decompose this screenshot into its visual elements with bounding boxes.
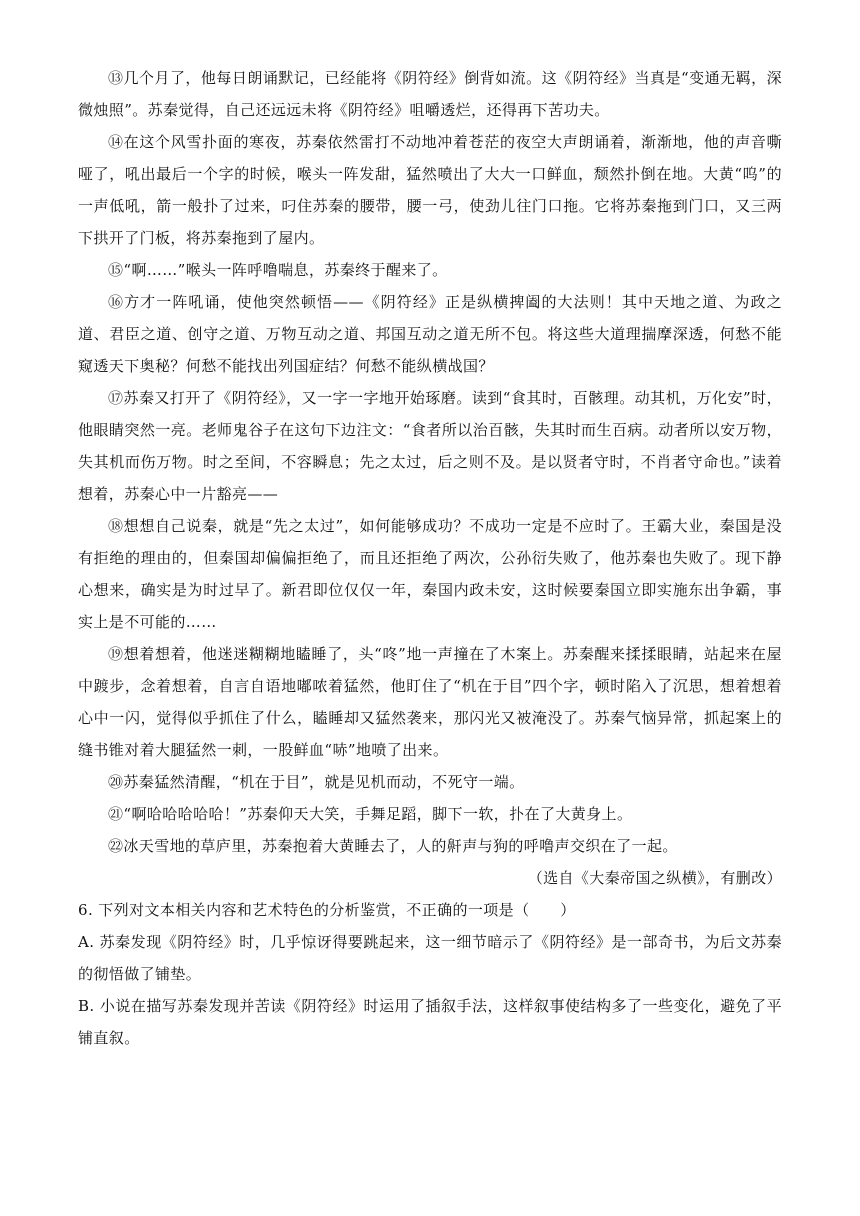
question-stem: 6. 下列对文本相关内容和艺术特色的分析鉴赏，不正确的一项是（ ） [78, 901, 576, 919]
paragraph-14: ⑭在这个风雪扑面的寒夜，苏秦依然雷打不动地冲着苍茫的夜空大声朗诵着，渐渐地，他的声音嘶哑了，吼出最后一个字的时候，喉头一阵发甜，猛然喷出了大大一口鲜血，颓然扑倒在地。大黄“呜”的一声低吼，箭一般扑了过来，叼住苏秦的腰带，腰一弓，使劲儿往门口拖。它将苏秦拖到门口，又三两下拱开了门板，将苏秦拖到了屋内。 [78, 133, 782, 247]
option-b: B. 小说在描写苏秦发现并苦读《阴符经》时运用了插叙手法，这样叙事使结构多了一些变化，避免了平铺直叙。 [78, 997, 782, 1047]
paragraph-16: ⑯方才一阵吼诵，使他突然顿悟——《阴符经》正是纵横捭阖的大法则！其中天地之道、为政之道、君臣之道、创守之道、万物互动之道、邦国互动之道无所不包。将这些大道理揣摩深透，何愁不能窥透天下奥秘？何愁不能找出列国症结？何愁不能纵横战国？ [78, 293, 782, 375]
paragraph-20: ⑳苏秦猛然清醒，“机在于目”，就是见机而动，不死守一端。 [108, 773, 525, 791]
paragraph-18: ⑱想想自己说秦，就是“先之太过”，如何能够成功？不成功一定是不应时了。王霸大业，秦国是没有拒绝的理由的，但秦国却偏偏拒绝了，而且还拒绝了两次，公孙衍失败了，他苏秦也失败了。现下静心想来，确实是为时过早了。新君即位仅仅一年，秦国内政未安，这时候要秦国立即实施东出争霸，事实上是不可能的…… [78, 517, 782, 631]
source-citation: （选自《大秦帝国之纵横》，有删改） [527, 869, 782, 887]
paragraph-22: ㉒冰天雪地的草庐里，苏秦抱着大黄睡去了，人的鼾声与狗的呼噜声交织在了一起。 [108, 837, 678, 855]
paragraph-17: ⑰苏秦又打开了《阴符经》，又一字一字地开始琢磨。读到“食其时，百骸理。动其机，万化安”时，他眼睛突然一亮。老师鬼谷子在这句下边注文：“食者所以治百骸，失其时而生百病。动者所以安万物，失其机而伤万物。时之至间，不容瞬息；先之太过，后之则不及。是以贤者守时，不肖者守命也。”读着想着，苏秦心中一片豁亮—— [78, 389, 782, 503]
paragraph-19: ⑲想着想着，他迷迷糊糊地瞌睡了，头“咚”地一声撞在了木案上。苏秦醒来揉揉眼睛，站起来在屋中踱步，念着想着，自言自语地嘟哝着猛然，他盯住了“机在于目”四个字，顿时陷入了沉思，想着想着心中一闪，觉得似乎抓住了什么，瞌睡却又猛然袭来，那闪光又被淹没了。苏秦气恼异常，抓起案上的缝书锥对着大腿猛然一刺，一股鲜血“哧”地喷了出来。 [78, 645, 782, 759]
document-page [78, 62, 782, 1054]
paragraph-21: ㉑“啊哈哈哈哈哈！”苏秦仰天大笑，手舞足蹈，脚下一软，扑在了大黄身上。 [108, 805, 633, 823]
paragraph-13: ⑬几个月了，他每日朗诵默记，已经能将《阴符经》倒背如流。这《阴符经》当真是“变通无羁，深微烛照”。苏秦觉得，自己还远远未将《阴符经》咀嚼透烂，还得再下苦功夫。 [78, 69, 782, 119]
option-a: A. 苏秦发现《阴符经》时，几乎惊讶得要跳起来，这一细节暗示了《阴符经》是一部奇书，为后文苏秦的彻悟做了铺垫。 [78, 933, 782, 983]
paragraph-15: ⑮“啊……”喉头一阵呼噜喘息，苏秦终于醒来了。 [108, 261, 448, 279]
